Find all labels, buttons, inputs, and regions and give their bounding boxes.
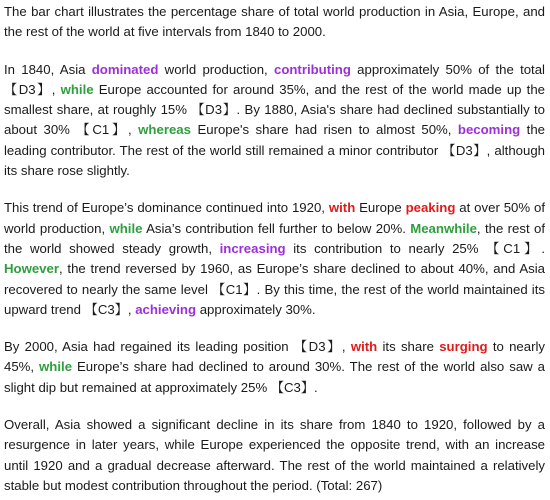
highlighted-word: surging	[439, 339, 488, 355]
paragraph-5	[4, 415, 545, 496]
text-segment: This trend of Europe’s dominance continued into 1920,	[4, 200, 329, 216]
text-segment: , the trend reversed by 1960, as Europe’s share declined to about 40%, and Asia recovered to nearly the same level 【C1】. By this time, the rest of the world maintained its upward trend 【C3】,	[4, 261, 545, 317]
highlighted-word: becoming	[457, 122, 521, 138]
text-segment: its share	[377, 339, 440, 355]
paragraph-3	[4, 198, 545, 320]
highlighted-word: contributing	[273, 61, 351, 77]
highlighted-word: achieving	[135, 301, 197, 317]
text-segment: its contribution to nearly 25% 【C1】.	[285, 240, 545, 256]
highlighted-word: whereas	[138, 122, 191, 138]
text-segment: , the rest of the world showed steady growth,	[4, 220, 545, 256]
paragraph-1	[4, 2, 545, 43]
text-segment: Europe	[355, 200, 406, 216]
highlighted-word: peaking	[405, 200, 456, 216]
highlighted-word: increasing	[219, 240, 286, 256]
text-segment: at over 50% of world production,	[4, 200, 546, 236]
text-segment: In 1840, Asia	[4, 61, 92, 77]
text-segment: world production,	[158, 61, 274, 77]
text-segment: approximately 50% of the total 【D3】,	[4, 61, 545, 97]
text-segment: Europe’s share had declined to around 30%. The rest of the world also saw a slight dip but remained at approximately 25% 【C3】.	[4, 359, 545, 395]
highlighted-word: with	[350, 339, 378, 355]
highlighted-word: while	[39, 359, 73, 375]
highlighted-word: with	[328, 200, 356, 216]
text-segment: to nearly 45%,	[4, 339, 545, 375]
highlighted-word: Meanwhile	[410, 220, 477, 236]
text-segment: Europe accounted for around 35%, and the rest of the world made up the smallest share, at roughly 15% 【D3】. By 1880, Asia's share had declined substantially to about 30% 【C1】,	[4, 81, 546, 138]
paragraph-4	[4, 337, 545, 398]
text-segment: approximately 30%.	[196, 301, 316, 317]
highlighted-word: However	[4, 261, 59, 277]
text-segment: the leading contributor. The rest of the world still remained a minor contributor 【D3】, although its share rose slightly.	[4, 122, 545, 179]
text-segment: By 2000, Asia had regained its leading position 【D3】,	[4, 339, 351, 355]
paragraph-2	[4, 60, 545, 182]
text-segment: Overall, Asia showed a significant decline in its share from 1840 to 1920, followed by a resurgence in later years, while Europe experienced the opposite trend, with an increase until 1920 and a gradual decrease afterward. The rest of the world maintained a relatively stable but modest contribution throughout the period. (Total: 267)	[4, 417, 545, 493]
text-segment: Europe's share had risen to almost 50%,	[190, 122, 458, 138]
highlighted-word: while	[60, 81, 94, 97]
highlighted-word: while	[109, 220, 143, 236]
text-segment: The bar chart illustrates the percentage share of total world production in Asia, Europe, and the rest of the world at five intervals from 1840 to 2000.	[4, 4, 545, 40]
text-segment: Asia’s contribution fell further to below 20%.	[142, 220, 411, 236]
highlighted-word: dominated	[91, 61, 159, 77]
